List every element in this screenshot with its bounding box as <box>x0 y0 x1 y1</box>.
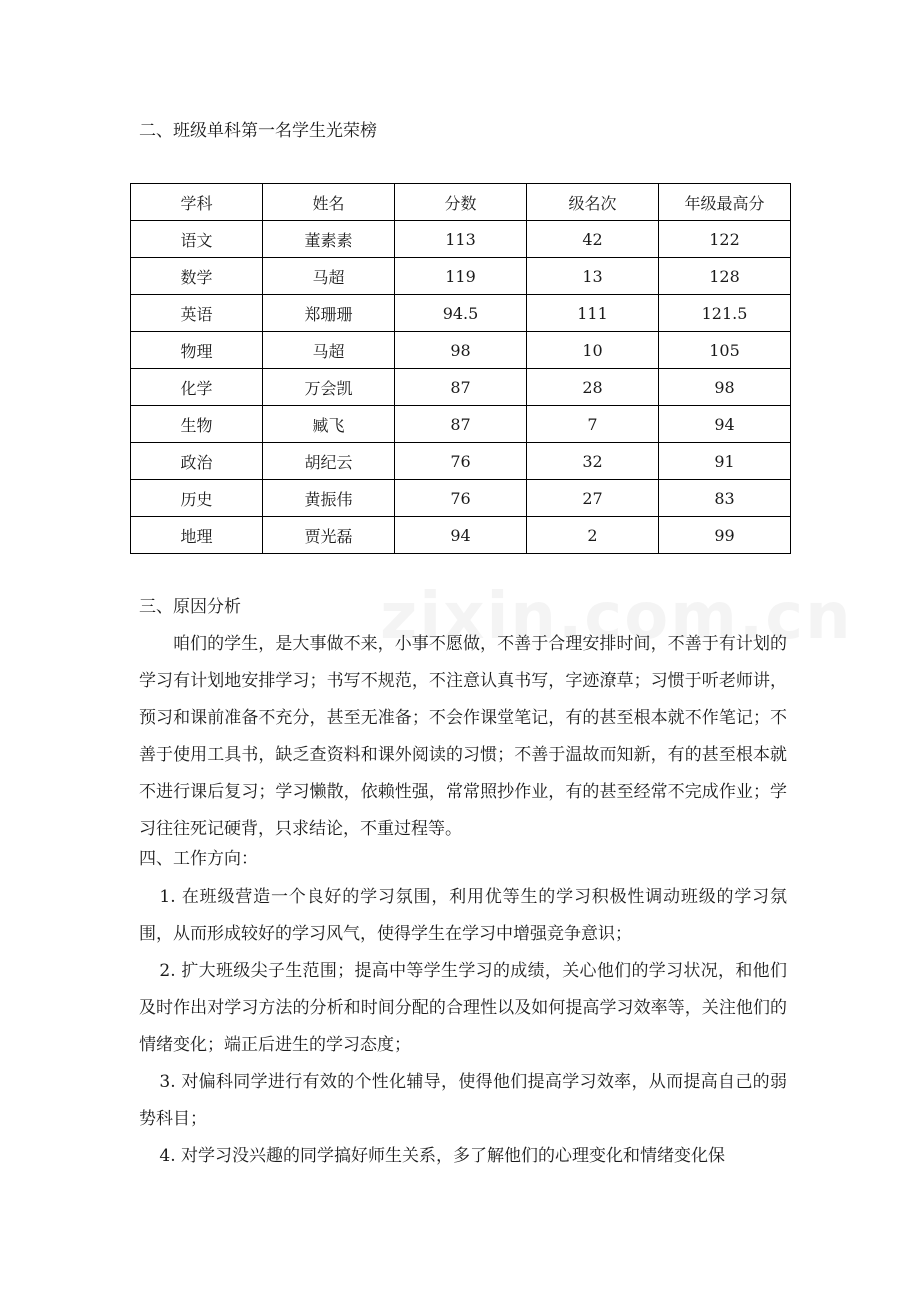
score-cell: 113 <box>395 221 527 258</box>
name-cell: 臧飞 <box>263 406 395 443</box>
rank-cell: 27 <box>527 480 659 517</box>
score-cell: 76 <box>395 443 527 480</box>
rank-cell: 111 <box>527 295 659 332</box>
subject-cell: 化学 <box>131 369 263 406</box>
top-score-cell: 128 <box>659 258 791 295</box>
subject-cell: 地理 <box>131 517 263 554</box>
rank-cell: 7 <box>527 406 659 443</box>
rank-cell: 2 <box>527 517 659 554</box>
table-header-row <box>131 184 791 221</box>
subject-cell: 语文 <box>131 221 263 258</box>
score-cell: 76 <box>395 480 527 517</box>
name-cell: 贾光磊 <box>263 517 395 554</box>
score-cell: 98 <box>395 332 527 369</box>
name-cell: 马超 <box>263 332 395 369</box>
header-name: 姓名 <box>263 184 395 221</box>
subject-cell: 数学 <box>131 258 263 295</box>
list-item: 1. 在班级营造一个良好的学习氛围，利用优等生的学习积极性调动班级的学习氛围，从而形成较好的学习风气，使得学生在学习中增强竞争意识； <box>139 887 787 944</box>
name-cell: 胡纪云 <box>263 443 395 480</box>
rank-cell: 28 <box>527 369 659 406</box>
top-score-cell: 98 <box>659 369 791 406</box>
score-cell: 87 <box>395 406 527 443</box>
score-cell: 87 <box>395 369 527 406</box>
reason-analysis-heading: 三、原因分析 <box>139 597 241 617</box>
subject-cell: 生物 <box>131 406 263 443</box>
honor-roll-heading: 二、班级单科第一名学生光荣榜 <box>139 121 377 141</box>
top-score-cell: 83 <box>659 480 791 517</box>
table-row <box>131 258 791 295</box>
list-item: 4. 对学习没兴趣的同学搞好师生关系，多了解他们的心理变化和情绪变化保 <box>159 1146 726 1166</box>
header-score: 分数 <box>395 184 527 221</box>
score-cell: 119 <box>395 258 527 295</box>
score-cell: 94 <box>395 517 527 554</box>
header-grade-rank: 级名次 <box>527 184 659 221</box>
honor-roll-table <box>130 183 791 554</box>
top-score-cell: 105 <box>659 332 791 369</box>
table-row <box>131 517 791 554</box>
list-item: 3. 对偏科同学进行有效的个性化辅导，使得他们提高学习效率，从而提高自己的弱势科目； <box>139 1072 787 1129</box>
table-row <box>131 369 791 406</box>
name-cell: 黄振伟 <box>263 480 395 517</box>
subject-cell: 历史 <box>131 480 263 517</box>
rank-cell: 42 <box>527 221 659 258</box>
table-row <box>131 480 791 517</box>
work-direction-heading: 四、工作方向： <box>139 849 258 869</box>
top-score-cell: 91 <box>659 443 791 480</box>
header-subject: 学科 <box>131 184 263 221</box>
header-grade-top-score: 年级最高分 <box>659 184 791 221</box>
top-score-cell: 122 <box>659 221 791 258</box>
rank-cell: 13 <box>527 258 659 295</box>
work-direction-list <box>139 879 787 1175</box>
table-row <box>131 295 791 332</box>
rank-cell: 32 <box>527 443 659 480</box>
name-cell: 郑珊珊 <box>263 295 395 332</box>
top-score-cell: 99 <box>659 517 791 554</box>
reason-analysis-paragraph: 咱们的学生，是大事做不来，小事不愿做，不善于合理安排时间，不善于有计划的学习有计划地安排学习；书写不规范，不注意认真书写，字迹潦草；习惯于听老师讲，预习和课前准备不充分，甚至无准备；不会作课堂笔记，有的甚至根本就不作笔记；不善于使用工具书，缺乏查资料和课外阅读的习惯；不善于温故而知新，有的甚至根本就不进行课后复习；学习懒散，依赖性强，常常照抄作业，有的甚至经常不完成作业；学习往往死记硬背，只求结论，不重过程等。 <box>139 634 787 839</box>
top-score-cell: 121.5 <box>659 295 791 332</box>
table-row <box>131 221 791 258</box>
table-row <box>131 443 791 480</box>
subject-cell: 英语 <box>131 295 263 332</box>
name-cell: 董素素 <box>263 221 395 258</box>
subject-cell: 物理 <box>131 332 263 369</box>
subject-cell: 政治 <box>131 443 263 480</box>
score-cell: 94.5 <box>395 295 527 332</box>
top-score-cell: 94 <box>659 406 791 443</box>
table-row <box>131 332 791 369</box>
name-cell: 万会凯 <box>263 369 395 406</box>
table-row <box>131 406 791 443</box>
list-item: 2. 扩大班级尖子生范围；提高中等学生学习的成绩，关心他们的学习状况，和他们及时作出对学习方法的分析和时间分配的合理性以及如何提高学习效率等，关注他们的情绪变化；端正后进生的学习态度； <box>139 961 787 1055</box>
name-cell: 马超 <box>263 258 395 295</box>
rank-cell: 10 <box>527 332 659 369</box>
